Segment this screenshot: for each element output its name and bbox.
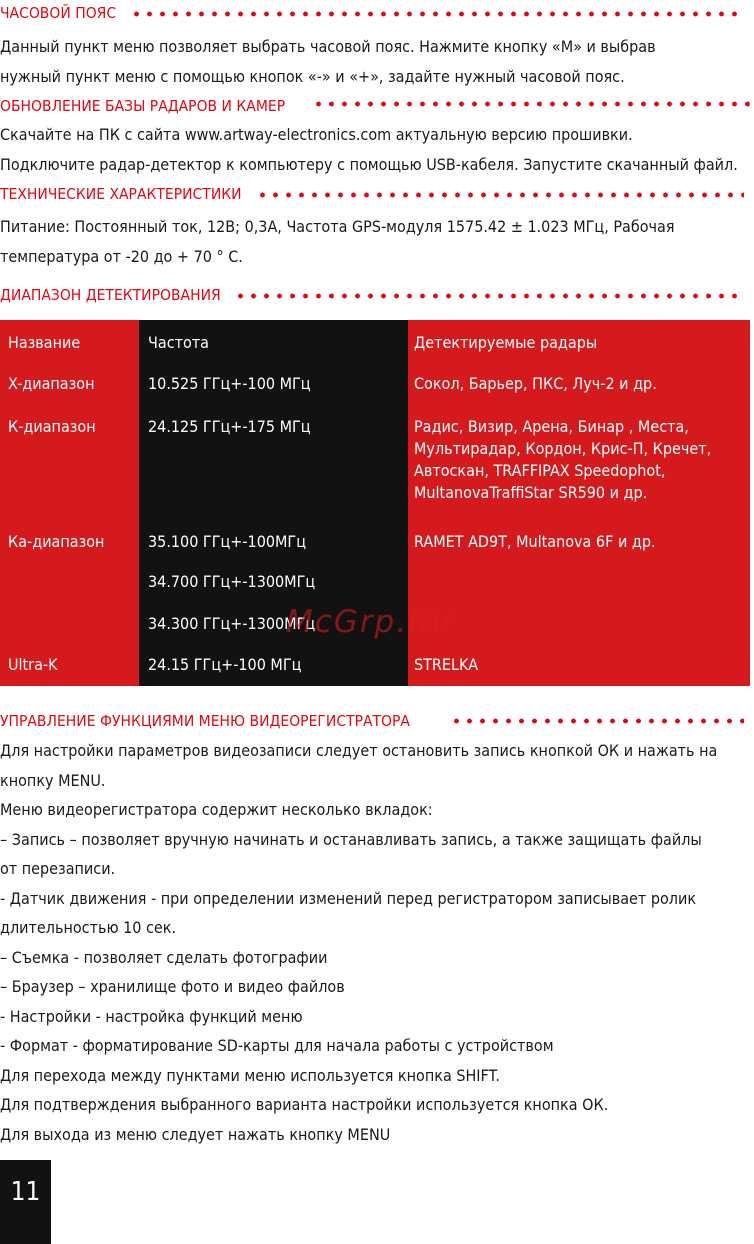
row-radars: Сокол, Барьер, ПКС, Луч-2 и др. [414,374,657,393]
row-name: Ка-диапазон [8,532,105,551]
row-frequency: 24.15 ГГц+-100 МГц [148,655,302,674]
watermark-text: McGrp.Ru [286,604,454,640]
text-line: нужный пункт меню с помощью кнопок «-» и «+», задайте нужный часовой пояс. [0,66,625,86]
menu-text [0,736,717,1149]
heading-dot-leader [256,192,744,198]
heading-dot-leader [450,718,744,724]
specs-heading: ТЕХНИЧЕСКИЕ ХАРАКТЕРИСТИКИ [0,185,242,203]
heading-dot-leader [312,101,752,107]
heading-dot-leader [234,293,742,299]
text-line: Меню видеорегистратора содержит несколько вкладок: [0,800,433,819]
row-radars: RAMET AD9T, Multanova 6F и др. [414,532,656,551]
heading-dot-leader [130,11,744,17]
text-line: - Датчик движения - при определении изменений перед регистратором записывает ролик [0,888,697,908]
text-line: Для выхода из меню следует нажать кнопку MENU [0,1124,391,1144]
row-name: X-диапазон [8,374,95,393]
row-frequency: 24.125 ГГц+-175 МГц [148,417,311,436]
table-header-radars: Детектируемые радары [414,333,598,352]
text-line: – Запись – позволяет вручную начинать и останавливать запись, а также защищать файлы [0,829,702,849]
row-frequency: 10.525 ГГц+-100 МГц [148,374,311,393]
text-line: длительностью 10 сек. [0,918,177,937]
row-frequency: 34.300 ГГц+-1300МГц [148,614,316,633]
page-number: 11 [0,1160,51,1244]
text-line: Скачайте на ПК с сайта www.artway-electronics.com актуальную версию прошивки. [0,125,633,144]
update-heading: ОБНОВЛЕНИЕ БАЗЫ РАДАРОВ И КАМЕР [0,97,286,115]
text-line: Для настройки параметров видеозаписи следует остановить запись кнопкой ОК и нажать на [0,741,718,760]
radars-line: Автоскан, TRAFFIPAX Speedophot, [414,461,666,480]
timezone-text [0,32,656,91]
text-line: - Формат - форматирование SD-карты для начала работы с устройством [0,1036,554,1055]
text-line: Для подтверждения выбранного варианта настройки используется кнопка ОК. [0,1095,609,1114]
text-line: температура от -20 до + 70 ° С. [0,246,243,266]
update-text [0,120,738,179]
text-line: от перезаписи. [0,859,116,878]
menu-heading: УПРАВЛЕНИЕ ФУНКЦИЯМИ МЕНЮ ВИДЕОРЕГИСТРАТОРА [0,712,410,730]
text-line: Для перехода между пунктами меню используется кнопка SHIFT. [0,1065,500,1085]
range-heading: ДИАПАЗОН ДЕТЕКТИРОВАНИЯ [0,286,221,304]
table-header-name: Название [8,333,81,352]
text-line: - Настройки - настройка функций меню [0,1006,303,1026]
text-line: – Съемка - позволяет сделать фотографии [0,947,328,967]
timezone-heading: ЧАСОВОЙ ПОЯС [0,4,117,22]
row-frequency: 34.700 ГГц+-1300МГц [148,572,316,591]
radars-line: Мультирадар, Кордон, Крис-П, Кречет, [414,439,712,458]
row-name: К-диапазон [8,417,96,436]
row-radars: STRELKA [414,655,479,674]
radars-line: MultanovaTraffiStar SR590 и др. [414,483,648,502]
text-line: Данный пункт меню позволяет выбрать часовой пояс. Нажмите кнопку «М» и выбрав [0,37,656,56]
row-name: Ultra-K [8,655,58,674]
text-line: кнопку MENU. [0,770,106,790]
row-radars [414,416,711,504]
text-line: Подключите радар-детектор к компьютеру с помощью USB-кабеля. Запустите скачанный файл. [0,154,738,174]
specs-text [0,212,675,271]
table-header-frequency: Частота [148,333,209,352]
text-line: – Браузер – хранилище фото и видео файлов [0,977,345,996]
text-line: Питание: Постоянный ток, 12В; 0,3А, Частота GPS-модуля 1575.42 ± 1.023 МГц, Рабочая [0,217,675,236]
radars-line: Радис, Визир, Арена, Бинар , Места, [414,417,689,436]
row-frequency: 35.100 ГГц+-100МГц [148,532,307,551]
